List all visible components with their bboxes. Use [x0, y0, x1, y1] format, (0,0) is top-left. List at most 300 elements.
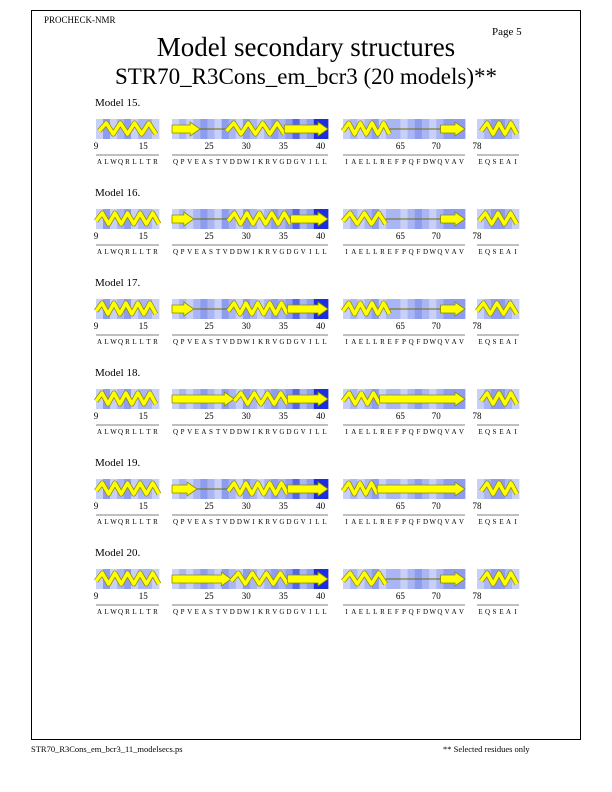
residue-tick-label: 25 — [204, 231, 214, 241]
sequence-residue: R — [265, 428, 271, 436]
sequence-residue: D — [286, 608, 292, 616]
sequence-residue: E — [358, 428, 364, 436]
sequence-residue: E — [387, 428, 392, 436]
sequence-residue: G — [293, 338, 299, 346]
sequence-residue: E — [194, 428, 199, 436]
sequence-residue: V — [300, 158, 306, 166]
sequence-residue: T — [146, 428, 151, 436]
sequence-residue: P — [402, 248, 406, 256]
footer-filename: STR70_R3Cons_em_bcr3_11_modelsecs.ps — [31, 744, 183, 754]
sequence-residue: I — [514, 428, 517, 436]
sequence-residue: P — [402, 158, 406, 166]
sequence-residue: K — [258, 518, 264, 526]
sequence-residue: V — [222, 608, 228, 616]
sequence-residue: A — [96, 338, 103, 346]
sequence-residue: L — [373, 338, 378, 346]
sequence-residue: Q — [484, 518, 491, 526]
model-label: Model 19. — [95, 457, 141, 469]
sequence-residue: F — [416, 248, 421, 256]
sequence-residue: S — [492, 428, 497, 436]
sequence-residue: L — [365, 338, 371, 346]
residue-tick-label: 15 — [138, 411, 148, 421]
sequence-residue: W — [429, 608, 437, 616]
sequence-residue: T — [146, 158, 151, 166]
sequence-residue: F — [416, 608, 421, 616]
residue-tick-label: 30 — [241, 501, 251, 511]
sequence-residue: T — [215, 338, 221, 346]
sequence-residue: V — [458, 248, 464, 256]
sequence-residue: D — [286, 158, 292, 166]
sequence-residue: R — [380, 158, 385, 166]
sequence-residue: S — [209, 338, 213, 346]
sequence-residue: L — [365, 248, 371, 256]
sequence-residue: Q — [172, 518, 179, 526]
sequence-residue: A — [201, 518, 207, 526]
sequence-residue: W — [110, 428, 117, 436]
sequence-residue: E — [194, 248, 199, 256]
residue-tick-label: 15 — [138, 591, 148, 601]
sequence-residue: L — [322, 338, 327, 346]
sequence-residue: T — [146, 338, 151, 346]
sequence-residue: W — [243, 518, 250, 526]
sequence-residue: W — [429, 518, 437, 526]
sequence-residue: E — [499, 518, 504, 526]
sequence-residue: Q — [484, 158, 491, 166]
sequence-residue: S — [492, 248, 497, 256]
sequence-residue: T — [215, 428, 221, 436]
sequence-residue: F — [416, 338, 421, 346]
sequence-residue: A — [351, 518, 357, 526]
sequence-residue: A — [201, 248, 207, 256]
residue-tick-label: 65 — [395, 411, 405, 421]
sequence-residue: K — [258, 428, 264, 436]
residue-tick-label: 65 — [395, 501, 405, 511]
sequence-residue: Q — [172, 248, 179, 256]
sequence-residue: I — [345, 248, 348, 256]
sequence-residue: L — [373, 608, 378, 616]
sequence-residue: D — [236, 338, 242, 346]
sequence-residue: A — [96, 248, 103, 256]
sequence-residue: L — [373, 248, 378, 256]
sequence-residue: D — [229, 158, 235, 166]
segment-panel — [473, 569, 520, 616]
sequence-residue: P — [402, 518, 406, 526]
sequence-residue: G — [293, 428, 299, 436]
sequence-residue: L — [322, 158, 327, 166]
model-label: Model 18. — [95, 367, 141, 379]
sequence-residue: A — [505, 608, 512, 616]
segment-panel — [343, 299, 465, 346]
residue-tick-label: 70 — [431, 231, 441, 241]
sequence-residue: D — [229, 428, 235, 436]
sequence-residue: D — [229, 338, 235, 346]
sequence-residue: L — [139, 158, 144, 166]
sequence-residue: Q — [408, 158, 414, 166]
residue-tick-label: 70 — [431, 141, 441, 151]
sequence-residue: G — [279, 518, 285, 526]
residue-tick-label: 30 — [241, 411, 251, 421]
residue-tick-label: 78 — [472, 501, 482, 511]
sequence-residue: Q — [172, 158, 179, 166]
residue-tick-label: 35 — [278, 411, 288, 421]
residue-tick-label: 78 — [472, 141, 482, 151]
sequence-residue: R — [125, 518, 130, 526]
sequence-residue: S — [492, 608, 497, 616]
model-block — [0, 457, 612, 547]
sequence-residue: V — [187, 428, 193, 436]
sequence-residue: E — [358, 338, 364, 346]
sequence-residue: F — [394, 428, 399, 436]
sequence-residue: L — [132, 608, 137, 616]
sequence-residue: K — [258, 158, 264, 166]
sequence-residue: K — [258, 608, 264, 616]
sequence-residue: R — [265, 608, 271, 616]
sequence-residue: Q — [484, 338, 491, 346]
sequence-residue: V — [272, 248, 278, 256]
sequence-residue: A — [201, 428, 207, 436]
sequence-residue: W — [429, 338, 437, 346]
sequence-residue: A — [201, 338, 207, 346]
residue-tick-label: 30 — [241, 321, 251, 331]
sequence-residue: V — [458, 338, 464, 346]
sequence-residue: R — [125, 608, 130, 616]
residue-tick-label: 65 — [395, 591, 405, 601]
sequence-residue: E — [499, 248, 504, 256]
residue-tick-label: 9 — [93, 411, 99, 421]
sequence-residue: V — [444, 428, 450, 436]
sequence-residue: V — [272, 608, 278, 616]
sequence-residue: Q — [117, 608, 124, 616]
sequence-residue: L — [132, 518, 137, 526]
sequence-residue: T — [215, 248, 221, 256]
residue-tick-label: 25 — [204, 411, 214, 421]
residue-tick-label: 9 — [93, 501, 99, 511]
sequence-residue: E — [194, 158, 199, 166]
sequence-residue: E — [478, 248, 483, 256]
sequence-residue: Q — [408, 608, 414, 616]
sequence-residue: L — [132, 158, 137, 166]
sequence-residue: L — [139, 338, 144, 346]
sequence-residue: A — [505, 248, 512, 256]
residue-tick-label: 15 — [138, 321, 148, 331]
program-name: PROCHECK-NMR — [44, 15, 116, 25]
structure-svg — [0, 187, 612, 277]
sequence-residue: Q — [172, 428, 179, 436]
sequence-residue: W — [110, 248, 117, 256]
sequence-residue: L — [132, 338, 137, 346]
sequence-residue: D — [422, 608, 429, 616]
sequence-residue: D — [286, 338, 292, 346]
sequence-residue: E — [499, 428, 504, 436]
sequence-residue: R — [153, 248, 158, 256]
sequence-residue: R — [153, 608, 158, 616]
sequence-residue: S — [209, 608, 213, 616]
sequence-residue: V — [222, 338, 228, 346]
structure-svg — [0, 547, 612, 637]
sequence-residue: Q — [437, 428, 443, 436]
residue-tick-label: 65 — [395, 321, 405, 331]
residue-tick-label: 40 — [316, 591, 326, 601]
sequence-residue: W — [429, 248, 437, 256]
sequence-residue: G — [293, 518, 299, 526]
residue-tick-label: 35 — [278, 231, 288, 241]
model-label: Model 15. — [95, 97, 141, 109]
sequence-residue: G — [293, 608, 299, 616]
sequence-residue: W — [243, 338, 250, 346]
structure-svg — [0, 97, 612, 187]
sequence-residue: Q — [117, 158, 124, 166]
sequence-residue: W — [243, 158, 250, 166]
residue-tick-label: 78 — [472, 411, 482, 421]
sequence-residue: E — [358, 158, 364, 166]
sequence-residue: R — [153, 338, 158, 346]
sequence-residue: K — [258, 338, 264, 346]
sequence-residue: D — [422, 518, 429, 526]
sequence-residue: T — [215, 608, 221, 616]
segment-panel — [343, 569, 465, 616]
segment-panel — [473, 209, 520, 256]
sequence-residue: V — [444, 518, 450, 526]
sequence-residue: A — [201, 158, 207, 166]
sequence-residue: A — [351, 608, 357, 616]
residue-tick-label: 78 — [472, 231, 482, 241]
residue-tick-label: 78 — [472, 591, 482, 601]
sequence-residue: V — [222, 158, 228, 166]
segment-panel — [94, 299, 160, 346]
segment-panel — [172, 479, 328, 526]
sequence-residue: R — [380, 518, 385, 526]
sequence-residue: D — [286, 248, 292, 256]
model-label: Model 17. — [95, 277, 141, 289]
page-subtitle: STR70_R3Cons_em_bcr3 (20 models)** — [114, 64, 498, 89]
sequence-residue: Q — [484, 608, 491, 616]
sequence-residue: L — [104, 608, 109, 616]
sequence-residue: D — [229, 248, 235, 256]
sequence-residue: D — [229, 608, 235, 616]
sequence-residue: V — [444, 338, 450, 346]
sequence-residue: V — [300, 248, 306, 256]
sequence-residue: W — [110, 608, 117, 616]
sequence-residue: V — [222, 428, 228, 436]
sequence-residue: V — [272, 518, 278, 526]
sequence-residue: E — [478, 338, 483, 346]
residue-tick-label: 25 — [204, 321, 214, 331]
sequence-residue: T — [146, 608, 151, 616]
structure-svg — [0, 457, 612, 547]
segment-panel — [172, 569, 328, 616]
sequence-residue: L — [315, 608, 320, 616]
sequence-residue: I — [514, 248, 517, 256]
sequence-residue: I — [309, 428, 312, 436]
sequence-residue: E — [358, 248, 364, 256]
sequence-residue: Q — [117, 518, 124, 526]
sequence-residue: D — [422, 428, 429, 436]
sequence-residue: V — [300, 608, 306, 616]
sequence-residue: A — [201, 608, 207, 616]
sequence-residue: A — [351, 428, 357, 436]
sequence-residue: I — [252, 518, 255, 526]
sequence-residue: R — [265, 248, 271, 256]
sequence-residue: Q — [408, 518, 414, 526]
residue-tick-label: 25 — [204, 501, 214, 511]
sequence-residue: V — [300, 518, 306, 526]
sequence-residue: E — [358, 608, 364, 616]
sequence-residue: L — [315, 338, 320, 346]
sequence-residue: F — [394, 608, 399, 616]
sequence-residue: S — [209, 518, 213, 526]
segment-panel — [172, 299, 328, 346]
sequence-residue: R — [265, 158, 271, 166]
sequence-residue: L — [104, 338, 109, 346]
sequence-residue: I — [514, 608, 517, 616]
sequence-residue: L — [315, 518, 320, 526]
sequence-residue: I — [252, 608, 255, 616]
sequence-residue: V — [187, 608, 193, 616]
sequence-residue: W — [243, 428, 250, 436]
sequence-residue: G — [279, 608, 285, 616]
residue-tick-label: 30 — [241, 231, 251, 241]
residue-tick-label: 40 — [316, 231, 326, 241]
sequence-residue: W — [110, 338, 117, 346]
sequence-residue: V — [272, 428, 278, 436]
sequence-residue: A — [451, 248, 457, 256]
sequence-residue: T — [215, 518, 221, 526]
sequence-residue: L — [104, 428, 109, 436]
sequence-residue: V — [187, 248, 193, 256]
segment-panel — [473, 119, 520, 166]
sequence-residue: E — [387, 158, 392, 166]
sequence-residue: L — [365, 428, 371, 436]
sequence-residue: R — [380, 248, 385, 256]
sequence-residue: I — [345, 518, 348, 526]
sequence-residue: Q — [437, 518, 443, 526]
sequence-residue: L — [104, 158, 109, 166]
sequence-residue: A — [505, 428, 512, 436]
segment-panel — [343, 119, 465, 166]
sequence-residue: E — [478, 158, 483, 166]
sequence-residue: I — [252, 248, 255, 256]
sequence-residue: V — [222, 518, 228, 526]
sequence-residue: S — [492, 518, 497, 526]
sequence-residue: Q — [172, 338, 179, 346]
sequence-residue: R — [380, 338, 385, 346]
sequence-residue: P — [402, 608, 406, 616]
segment-panel — [343, 389, 465, 436]
sequence-residue: F — [416, 428, 421, 436]
residue-tick-label: 35 — [278, 321, 288, 331]
sequence-residue: L — [315, 158, 320, 166]
sequence-residue: G — [293, 158, 299, 166]
sequence-residue: Q — [437, 338, 443, 346]
sequence-residue: L — [373, 158, 378, 166]
sequence-residue: L — [139, 428, 144, 436]
sequence-residue: Q — [484, 428, 491, 436]
sequence-residue: A — [451, 428, 457, 436]
model-block — [0, 187, 612, 277]
sequence-residue: Q — [117, 248, 124, 256]
sequence-residue: E — [387, 518, 392, 526]
model-block — [0, 367, 612, 457]
residue-tick-label: 30 — [241, 141, 251, 151]
sequence-residue: T — [215, 158, 221, 166]
sequence-residue: I — [345, 428, 348, 436]
sequence-residue: L — [104, 518, 109, 526]
sequence-residue: E — [358, 518, 364, 526]
sequence-residue: D — [229, 518, 235, 526]
model-block — [0, 97, 612, 187]
sequence-residue: L — [139, 518, 144, 526]
sequence-residue: L — [365, 518, 371, 526]
sequence-residue: D — [422, 248, 429, 256]
sequence-residue: V — [444, 608, 450, 616]
sequence-residue: Q — [117, 338, 124, 346]
sequence-residue: W — [243, 608, 250, 616]
sequence-residue: R — [125, 338, 130, 346]
segment-panel — [94, 569, 160, 616]
sequence-residue: E — [499, 338, 504, 346]
sequence-residue: W — [110, 158, 117, 166]
sequence-residue: L — [315, 248, 320, 256]
sequence-residue: L — [139, 248, 144, 256]
sequence-residue: Q — [408, 248, 414, 256]
sequence-residue: W — [243, 248, 250, 256]
sequence-residue: S — [209, 248, 213, 256]
sequence-residue: T — [146, 248, 151, 256]
sequence-residue: A — [96, 428, 103, 436]
sequence-residue: Q — [408, 428, 414, 436]
residue-tick-label: 65 — [395, 141, 405, 151]
sequence-residue: A — [505, 518, 512, 526]
residue-tick-label: 35 — [278, 591, 288, 601]
segment-panel — [94, 209, 160, 256]
sequence-residue: L — [139, 608, 144, 616]
sequence-residue: F — [394, 338, 399, 346]
sequence-residue: D — [286, 428, 292, 436]
sequence-residue: R — [380, 608, 385, 616]
sequence-residue: E — [194, 338, 199, 346]
sequence-residue: V — [300, 428, 306, 436]
residue-tick-label: 40 — [316, 501, 326, 511]
sequence-residue: V — [458, 428, 464, 436]
sequence-residue: G — [279, 428, 285, 436]
residue-tick-label: 9 — [93, 321, 99, 331]
sequence-residue: E — [499, 608, 504, 616]
sequence-residue: V — [187, 338, 193, 346]
sequence-residue: D — [236, 518, 242, 526]
sequence-residue: Q — [484, 248, 491, 256]
sequence-residue: D — [286, 518, 292, 526]
segment-panel — [94, 119, 160, 166]
residue-tick-label: 15 — [138, 231, 148, 241]
sequence-residue: E — [387, 608, 392, 616]
sequence-residue: V — [187, 518, 193, 526]
sequence-residue: I — [252, 428, 255, 436]
sequence-residue: I — [345, 608, 348, 616]
sequence-residue: Q — [437, 248, 443, 256]
residue-tick-label: 9 — [93, 141, 99, 151]
model-label: Model 20. — [95, 547, 141, 559]
residue-tick-label: 40 — [316, 321, 326, 331]
residue-tick-label: 70 — [431, 411, 441, 421]
sequence-residue: L — [315, 428, 320, 436]
sequence-residue: F — [394, 248, 399, 256]
sequence-residue: P — [402, 338, 406, 346]
sequence-residue: A — [451, 158, 457, 166]
sequence-residue: L — [322, 428, 327, 436]
sequence-residue: E — [478, 428, 483, 436]
sequence-residue: L — [322, 518, 327, 526]
segment-panel — [343, 209, 465, 256]
